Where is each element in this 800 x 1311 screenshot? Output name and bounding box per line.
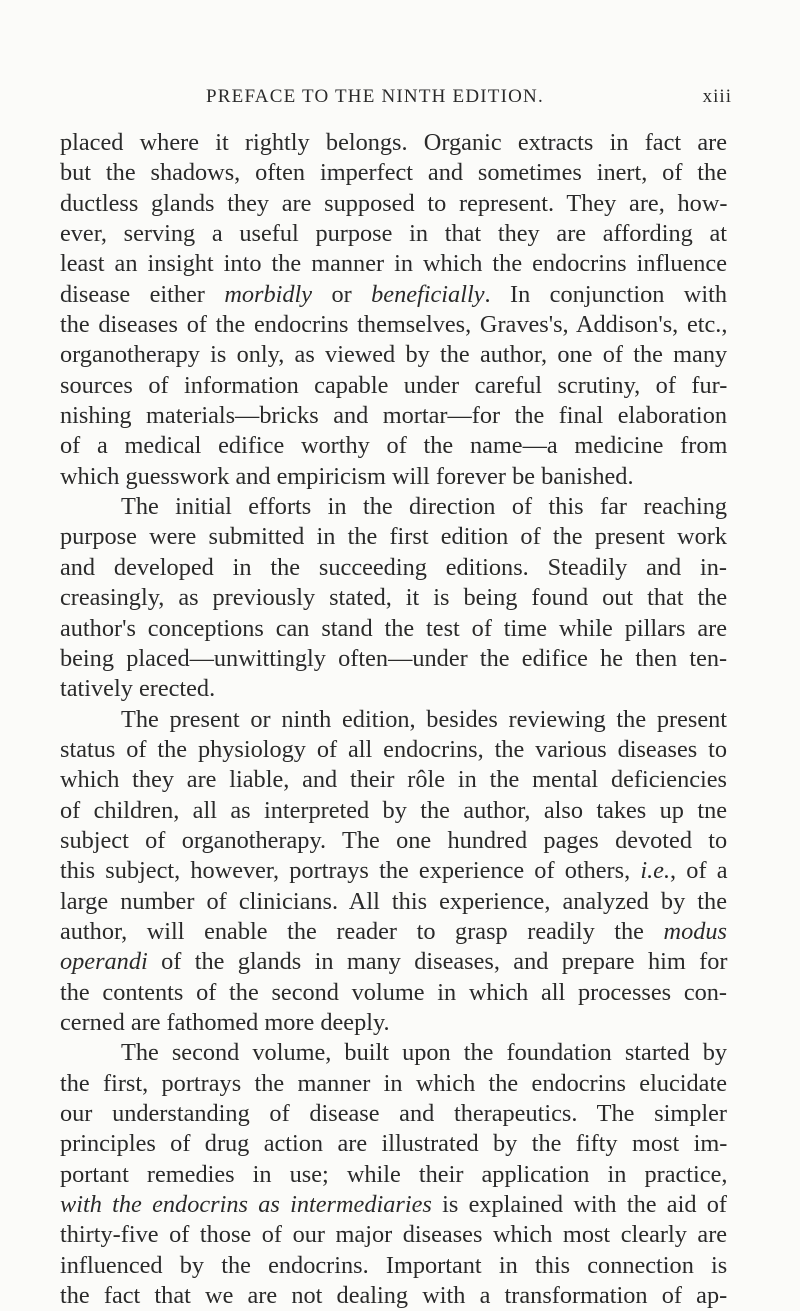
text-line [60, 1099, 727, 1129]
text-line [60, 401, 727, 431]
text-line [60, 249, 727, 279]
italic-text: operandi [60, 948, 148, 976]
text-line [60, 856, 727, 886]
text-segment: which they are liable, and their rôle in the mental deficiencies [60, 766, 727, 794]
text-segment: of the glands in many diseases, and prepare him for [147, 948, 728, 976]
text-segment: nishing materials—bricks and mortar—for the final elaboration [60, 402, 727, 430]
text-segment: being placed—unwittingly often—under the edifice he then ten- [60, 644, 728, 672]
text-line [60, 158, 727, 188]
text-line [60, 614, 727, 644]
text-segment: organotherapy is only, as viewed by the author, one of the many [60, 341, 728, 369]
text-segment: least an insight into the manner in which the endocrins influence [60, 250, 727, 278]
text-line [60, 553, 727, 583]
page-header [60, 86, 732, 120]
text-line [60, 219, 727, 249]
text-line [60, 887, 727, 917]
text-line [60, 431, 727, 461]
text-segment: disease either [60, 280, 225, 308]
text-line [60, 826, 727, 856]
text-segment: cerned are fathomed more deeply. [60, 1008, 390, 1036]
text-segment: . In conjunction with [484, 280, 727, 308]
text-segment: tatively erected. [60, 675, 216, 703]
italic-text: beneficially [371, 280, 485, 308]
text-line [60, 1069, 727, 1099]
text-segment: of a medical edifice worthy of the name—a medicine from [60, 432, 728, 460]
text-line [60, 1038, 727, 1068]
italic-text: i.e. [640, 857, 671, 885]
text-line [60, 917, 727, 947]
text-segment: and developed in the succeeding editions. Steadily and in- [60, 553, 727, 581]
text-segment: thirty-five of those of our major diseases which most clearly are [60, 1221, 728, 1249]
text-segment: which guesswork and empiricism will forever be banished. [60, 462, 634, 490]
text-segment: ductless glands they are supposed to represent. They are, how- [60, 189, 728, 217]
italic-text: morbidly [224, 280, 313, 308]
text-segment: creasingly, as previously stated, it is being found out that the [60, 584, 728, 612]
text-line [60, 1160, 727, 1190]
text-segment: is explained with the aid of [431, 1191, 727, 1219]
text-segment: The initial efforts in the direction of this far reaching [121, 493, 727, 521]
text-segment: author's conceptions can stand the test of time while pillars are [60, 614, 727, 642]
text-segment: of children, all as interpreted by the author, also takes up tne [60, 796, 727, 824]
text-segment: the fact that we are not dealing with a transformation of ap- [60, 1282, 728, 1310]
text-segment: , of a [670, 857, 728, 885]
text-line [60, 1220, 727, 1250]
text-segment: The second volume, built upon the foundation started by [121, 1039, 727, 1067]
text-line [60, 947, 727, 977]
text-line [60, 583, 727, 613]
text-line [60, 340, 727, 370]
text-segment: status of the physiology of all endocrins, the various diseases to [60, 735, 727, 763]
text-segment: portant remedies in use; while their application in practice, [60, 1160, 728, 1188]
text-segment: but the shadows, often imperfect and sometimes inert, of the [60, 159, 727, 187]
text-line [60, 462, 727, 492]
italic-text: modus [663, 917, 727, 945]
text-segment: or [312, 280, 372, 308]
text-segment: principles of drug action are illustrated by the fifty most im- [60, 1130, 728, 1158]
text-line [60, 978, 727, 1008]
text-segment: large number of clinicians. All this experience, analyzed by the [60, 887, 727, 915]
text-segment: ever, serving a useful purpose in that they are affording at [60, 220, 727, 248]
text-line [60, 280, 727, 310]
text-line [60, 1281, 727, 1311]
text-line [60, 1251, 727, 1281]
text-segment: the contents of the second volume in which all processes con- [60, 978, 727, 1006]
text-line [60, 735, 727, 765]
text-segment: sources of information capable under careful scrutiny, of fur- [60, 371, 728, 399]
italic-text: with the endocrins as intermediaries [60, 1191, 432, 1219]
text-segment: our understanding of disease and therapeutics. The simpler [60, 1100, 727, 1127]
text-segment: this subject, however, portrays the experience of others, [60, 857, 641, 885]
text-segment: subject of organotherapy. The one hundred pages devoted to [60, 826, 728, 854]
text-segment: the diseases of the endocrins themselves, Graves's, Addison's, etc., [60, 311, 728, 339]
text-line [60, 522, 727, 552]
text-line [60, 492, 727, 522]
text-line [60, 1129, 727, 1159]
text-line [60, 310, 727, 340]
text-line [60, 1190, 727, 1220]
text-segment: The present or ninth edition, besides reviewing the present [121, 705, 727, 733]
text-line [60, 705, 727, 735]
text-line [60, 189, 727, 219]
text-line [60, 796, 727, 826]
text-segment: placed where it rightly belongs. Organic extracts in fact are [60, 129, 727, 156]
text-line [60, 765, 727, 795]
text-segment: purpose were submitted in the first edition of the present work [60, 523, 727, 551]
text-segment: influenced by the endocrins. Important in this connection is [60, 1251, 728, 1279]
page-number: xiii [702, 86, 732, 107]
text-segment: author, will enable the reader to grasp readily the [60, 917, 664, 945]
text-line [60, 644, 727, 674]
running-head: PREFACE TO THE NINTH EDITION. [206, 86, 544, 107]
text-line [60, 674, 727, 704]
text-segment: the first, portrays the manner in which the endocrins elucidate [60, 1069, 727, 1097]
text-line [60, 371, 727, 401]
text-line [60, 128, 727, 158]
body-text [60, 128, 727, 1311]
text-line [60, 1008, 727, 1038]
